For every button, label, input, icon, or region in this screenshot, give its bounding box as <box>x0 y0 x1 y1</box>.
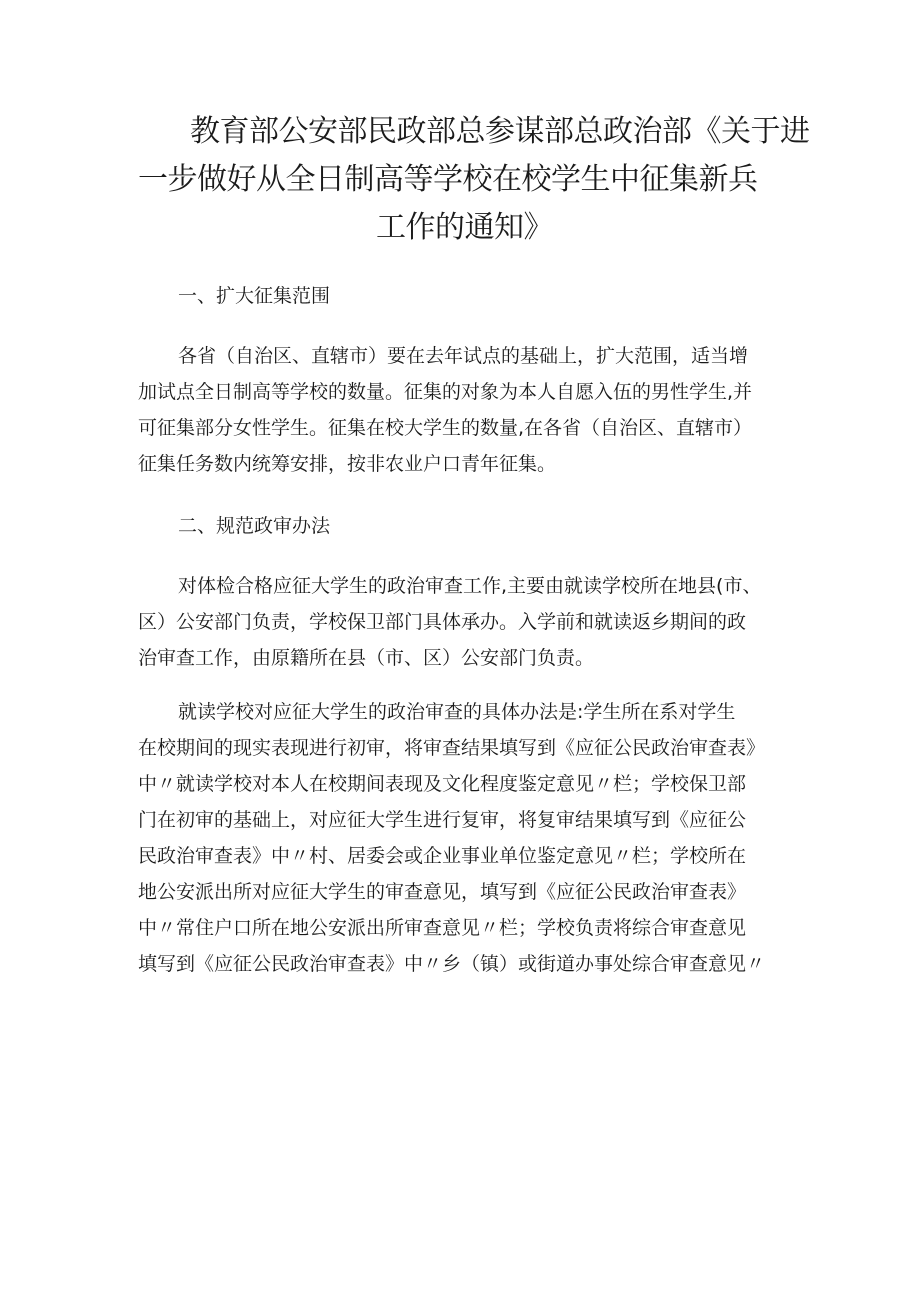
section-2 <box>138 508 798 982</box>
paragraph-line: 征集任务数内统筹安排，按非农业户口青年征集。 <box>138 453 557 475</box>
paragraph-line: 治审查工作，由原籍所在县（市、区）公安部门负责。 <box>138 647 595 669</box>
paragraph <box>138 694 798 982</box>
paragraph-line: 各省（自治区、直辖市）要在去年试点的基础上，扩大范围，适当增 <box>178 345 749 367</box>
paragraph-line: 填写到《应征公民政治审查表》中〃乡（镇）或街道办事处综合审查意见〃 <box>138 953 766 975</box>
paragraph-line: 可征集部分女性学生。征集在校大学生的数量,在各省（自治区、直辖市） <box>138 417 753 439</box>
paragraph-line: 加试点全日制高等学校的数量。征集的对象为本人自愿入伍的男性学生,并 <box>138 381 753 403</box>
document-title <box>138 108 810 252</box>
paragraph-line: 就读学校对应征大学生的政治审查的具体办法是:学生所在系对学生 <box>178 701 736 723</box>
title-line-3: 工作的通知》 <box>376 210 553 245</box>
paragraph-line: 在校期间的现实表现进行初审，将审查结果填写到《应征公民政治审查表》 <box>138 737 766 759</box>
paragraph <box>138 338 798 482</box>
section-heading: 二、规范政审办法 <box>178 515 331 537</box>
title-line-2: 一步做好从全日制高等学校在校学生中征集新兵 <box>138 162 758 197</box>
title-line-1: 教育部公安部民政部总参谋部总政治部《关于进 <box>190 114 810 149</box>
paragraph-line: 民政治审查表》中〃村、居委会或企业事业单位鉴定意见〃栏；学校所在 <box>138 845 747 867</box>
section-heading: 一、扩大征集范围 <box>178 285 331 307</box>
paragraph-line: 中〃就读学校对本人在校期间表现及文化程度鉴定意见〃栏；学校保卫部 <box>138 773 747 795</box>
paragraph-line: 对体检合格应征大学生的政治审查工作,主要由就读学校所在地县(市、 <box>178 575 762 597</box>
paragraph-line: 中〃常住户口所在地公安派出所审查意见〃栏；学校负责将综合审查意见 <box>138 917 747 939</box>
section-1 <box>138 278 798 482</box>
paragraph <box>138 568 798 676</box>
paragraph-line: 门在初审的基础上，对应征大学生进行复审，将复审结果填写到《应征公 <box>138 809 747 831</box>
paragraph-line: 地公安派出所对应征大学生的审查意见，填写到《应征公民政治审查表》 <box>138 881 747 903</box>
paragraph-line: 区）公安部门负责，学校保卫部门具体承办。入学前和就读返乡期间的政 <box>138 611 747 633</box>
document-body <box>138 278 798 982</box>
